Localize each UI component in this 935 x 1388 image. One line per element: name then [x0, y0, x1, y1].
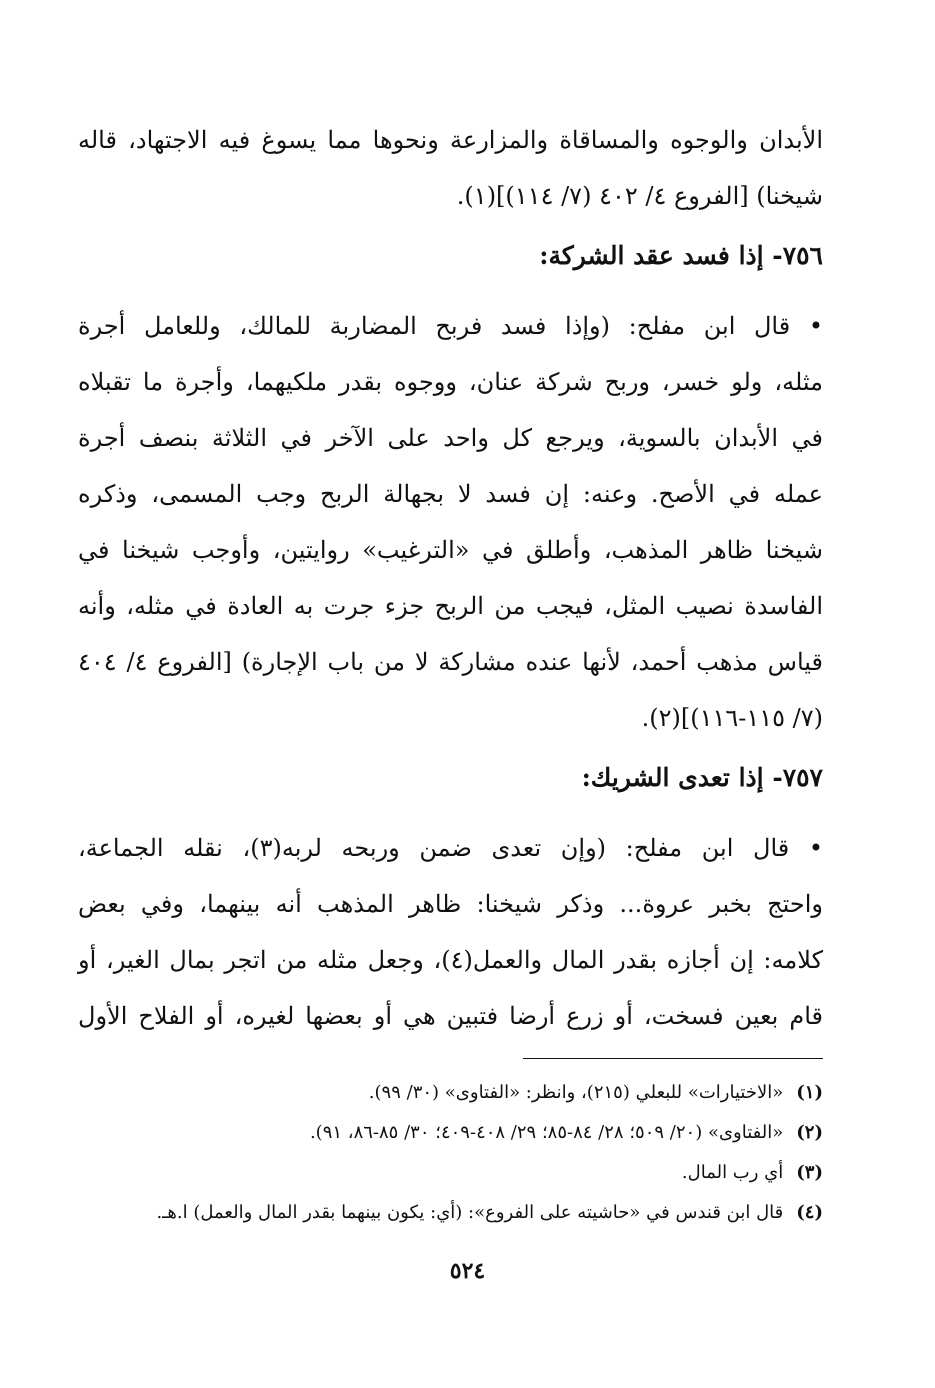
section-756-line-4: عمله في الأصح. وعنه: إن فسد لا بجهالة الربح وجب المسمى، وذكره [78, 480, 823, 508]
section-757-line-3: كلامه: إن أجازه بقدر المال والعمل(٤)، وجعل مثله من اتجر بمال الغير، أو [78, 946, 823, 974]
footnote-3-text: أي رب المال. [681, 1162, 784, 1183]
footnote-1-text: «الاختيارات» للبعلي (٢١٥)، وانظر: «الفتاوى» (٣٠/ ٩٩). [368, 1082, 784, 1103]
section-756-line-3: في الأبدان بالسوية، ويرجع كل واحد على الآخر في الثلاثة بنصف أجرة [78, 424, 823, 452]
footnote-4-number: (٤) [796, 1202, 823, 1223]
section-756-line-8: (٧/ ١١٥-١١٦)](٢). [641, 704, 823, 732]
footnote-2-text: «الفتاوى» (٢٠/ ٥٠٩؛ ٢٨/ ٨٤-٨٥؛ ٢٩/ ٤٠٨-٤٠٩؛ ٣٠/ ٨٥-٨٦، ٩١). [309, 1122, 784, 1143]
section-757-line-1: • قال ابن مفلح: (وإن تعدى ضمن وربحه لربه(٣)، نقله الجماعة، [78, 834, 824, 862]
intro-line-1: الأبدان والوجوه والمساقاة والمزارعة ونحوها مما يسوغ فيه الاجتهاد، قاله [78, 126, 823, 154]
section-757-line-2: واحتج بخبر عروة... وذكر شيخنا: ظاهر المذهب أنه بينهما، وفي بعض [78, 890, 823, 918]
section-756-line-2: مثله، ولو خسر، وربح شركة عنان، ووجوه بقدر ملكيهما، وأجرة ما تقبلاه [78, 368, 823, 396]
footnote-2 [78, 1113, 823, 1153]
section-757-line-4: قام بعين فسخت، أو زرع أرضا فتبين هي أو بعضها لغيره، أو الفلاح الأول [78, 1002, 823, 1030]
footnote-1 [78, 1073, 823, 1113]
footnotes [78, 1058, 823, 1233]
footnote-4 [78, 1193, 823, 1233]
footnote-divider [523, 1058, 823, 1059]
page-number: ٥٢٤ [449, 1258, 486, 1284]
section-756-line-7: قياس مذهب أحمد، لأنها عنده مشاركة لا من باب الإجارة) [الفروع ٤/ ٤٠٤ [78, 648, 823, 676]
section-756-heading: ٧٥٦- إذا فسد عقد الشركة: [539, 241, 823, 270]
section-756-line-5: شيخنا ظاهر المذهب، وأطلق في «الترغيب» روايتين، وأوجب شيخنا في [78, 536, 823, 564]
footnote-3-number: (٣) [796, 1162, 823, 1183]
section-756-line-1: • قال ابن مفلح: (وإذا فسد فربح المضاربة للمالك، وللعامل أجرة [78, 312, 823, 340]
footnote-1-number: (١) [796, 1082, 823, 1103]
intro-line-2: شيخنا) [الفروع ٤/ ٤٠٢ (٧/ ١١٤)](١). [456, 182, 823, 210]
footnote-4-text: قال ابن قندس في «حاشيته على الفروع»: (أي: يكون بينهما بقدر المال والعمل) ا.هـ. [156, 1202, 784, 1223]
page-body [78, 112, 823, 1044]
footnote-2-number: (٢) [796, 1122, 823, 1143]
section-756-line-6: الفاسدة نصيب المثل، فيجب من الربح جزء جرت به العادة في مثله، وأنه [78, 592, 823, 620]
section-757-heading: ٧٥٧- إذا تعدى الشريك: [581, 763, 823, 792]
footnote-3 [78, 1153, 823, 1193]
